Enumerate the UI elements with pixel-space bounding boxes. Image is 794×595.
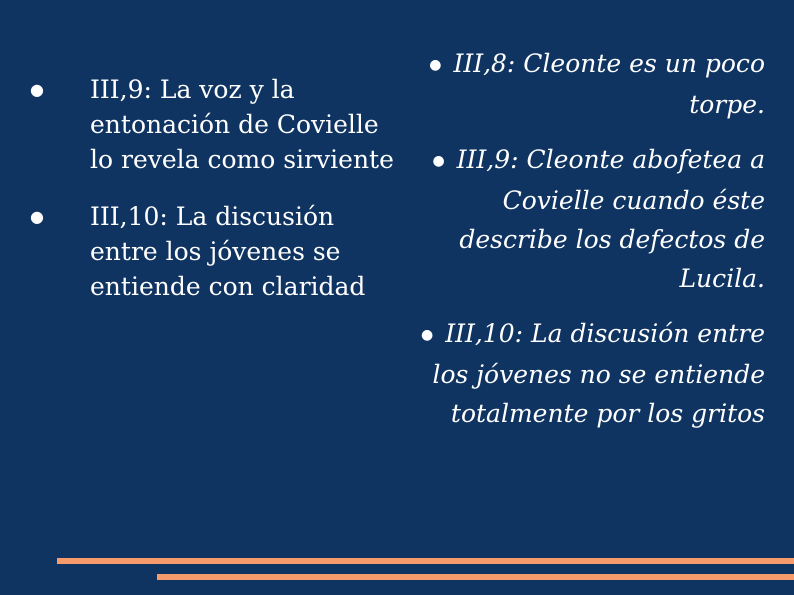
right-bullet-list (420, 44, 765, 449)
bullet-dot-icon: ● (421, 327, 434, 343)
bullet-dot-icon: ● (30, 207, 44, 226)
right-list-item (420, 44, 765, 124)
right-list-item (420, 314, 765, 433)
left-list-item (30, 72, 400, 177)
bullet-dot-icon: ● (432, 153, 445, 169)
decorative-bar-bottom (157, 574, 794, 580)
left-list-item (30, 199, 400, 304)
right-item-text: III,8: Cleonte es un poco torpe. (453, 49, 765, 119)
left-item-text: III,10: La discusión entre los jóvenes se entiende con claridad (90, 202, 366, 301)
bullet-dot-icon: ● (30, 80, 44, 99)
bullet-dot-icon: ● (429, 57, 442, 73)
left-bullet-list (30, 72, 400, 326)
right-item-text: III,9: Cleonte abofetea a Covielle cuando éste describe los defectos de Lucila. (456, 145, 765, 293)
right-item-text: III,10: La discusión entre los jóvenes no se entiende totalmente por los gritos (432, 319, 765, 428)
right-list-item (420, 140, 765, 298)
decorative-bar-top (57, 558, 794, 564)
left-item-text: III,9: La voz y la entonación de Covielle lo revela como sirviente (90, 75, 394, 174)
